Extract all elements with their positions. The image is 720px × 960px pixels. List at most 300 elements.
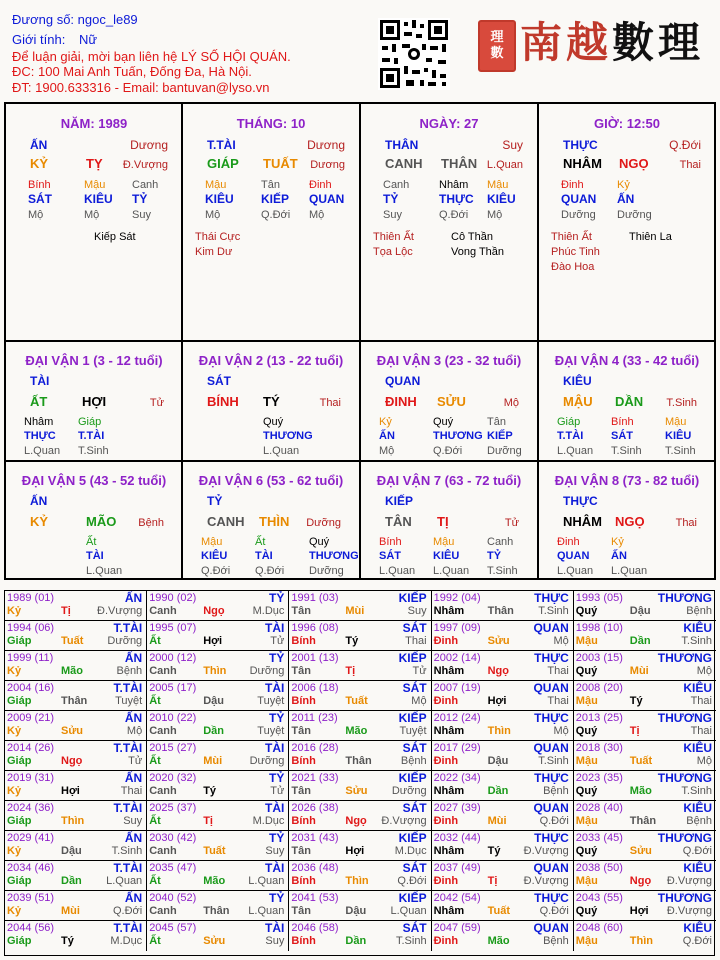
year-branch: Mão bbox=[629, 785, 652, 797]
year-branch: Dậu bbox=[487, 755, 509, 767]
year-phase: Đ.Vượng bbox=[523, 875, 569, 887]
year-branch: Dần bbox=[61, 875, 82, 887]
year-stem: Tân bbox=[291, 905, 311, 917]
year-label: 2008 (20) bbox=[575, 682, 623, 694]
year-god: TỶ bbox=[269, 651, 285, 665]
year-label: 1998 (10) bbox=[575, 622, 623, 634]
year-label: 1992 (04) bbox=[433, 592, 481, 604]
year-god: TÀI bbox=[265, 681, 285, 695]
year-cell bbox=[147, 921, 289, 951]
year-god: THƯƠNG bbox=[657, 891, 712, 905]
dai-van-phase: Bệnh bbox=[138, 517, 164, 529]
dv-hidden-stem: Mậu bbox=[433, 536, 455, 548]
year-branch: Sửu bbox=[345, 785, 368, 797]
year-cell bbox=[289, 831, 431, 861]
year-branch: Sửu bbox=[203, 935, 226, 947]
year-god: KIẾP bbox=[398, 771, 427, 785]
dai-van-title: ĐẠI VẬN 4 (33 - 42 tuổi) bbox=[554, 353, 700, 368]
year-branch: Thân bbox=[487, 605, 514, 617]
year-cell bbox=[289, 741, 431, 771]
year-god: THỰC bbox=[534, 711, 569, 725]
dv-hidden-phase: Dưỡng bbox=[309, 565, 344, 577]
year-branch: Mùi bbox=[61, 905, 80, 917]
dv-hidden-phase: Dưỡng bbox=[487, 445, 522, 457]
dv-hidden-phase: L.Quan bbox=[557, 565, 594, 577]
year-label: 2029 (41) bbox=[7, 832, 55, 844]
year-god: QUAN bbox=[533, 921, 569, 935]
year-cell bbox=[574, 681, 716, 711]
year-cell bbox=[432, 771, 574, 801]
year-phase: Thai bbox=[405, 635, 427, 647]
year-branch: Tị bbox=[487, 875, 498, 887]
dv-hidden-god: KIẾP bbox=[487, 430, 513, 442]
year-branch: Dậu bbox=[203, 695, 224, 707]
dv-hidden-stem: Canh bbox=[487, 536, 514, 548]
year-phase: Suy bbox=[123, 815, 143, 827]
dai-van-2 bbox=[183, 342, 359, 460]
dv-hidden-god: T.TÀI bbox=[557, 430, 584, 442]
year-god: T.TÀI bbox=[113, 801, 143, 815]
year-phase: Mộ bbox=[411, 695, 427, 707]
year-phase: Tuyệt bbox=[257, 725, 285, 737]
year-god: T.TÀI bbox=[113, 741, 143, 755]
year-branch: Hợi bbox=[345, 845, 365, 857]
year-cell bbox=[5, 831, 147, 861]
year-stem: Tân bbox=[291, 665, 311, 677]
year-cell bbox=[574, 651, 716, 681]
dv-hidden-god: TÀI bbox=[86, 550, 104, 562]
dv-hidden-god: TỶ bbox=[487, 550, 502, 562]
year-stem: Giáp bbox=[7, 875, 32, 887]
year-stem: Ất bbox=[149, 875, 161, 887]
year-label: 2022 (34) bbox=[433, 772, 481, 784]
dai-van-4 bbox=[539, 342, 715, 460]
year-phase: Đ.Vượng bbox=[666, 905, 712, 917]
year-stem: Đinh bbox=[433, 755, 459, 767]
year-cell bbox=[432, 921, 574, 951]
year-branch: Tý bbox=[629, 695, 643, 707]
dv-hidden-phase: T.Sinh bbox=[665, 445, 696, 457]
year-stem: Kỷ bbox=[7, 905, 22, 917]
year-god: KIẾP bbox=[398, 651, 427, 665]
hidden-god: QUAN bbox=[561, 192, 597, 206]
dv-hidden-god: ẤN bbox=[611, 550, 627, 562]
year-stem: Kỷ bbox=[7, 725, 22, 737]
qr-code bbox=[378, 18, 450, 90]
year-cell bbox=[5, 891, 147, 921]
dv-hidden-stem: Mậu bbox=[665, 416, 687, 428]
hidden-stem: Canh bbox=[383, 179, 410, 191]
dv-hidden-stem: Ất bbox=[255, 536, 266, 548]
year-god: SÁT bbox=[402, 861, 427, 875]
year-stem: Nhâm bbox=[433, 905, 465, 917]
year-label: 2012 (24) bbox=[433, 712, 481, 724]
year-god: KIÊU bbox=[683, 921, 712, 935]
year-god: THỰC bbox=[534, 831, 569, 845]
dai-van-stem: NHÂM bbox=[563, 514, 602, 529]
year-phase: Q.Đới bbox=[539, 905, 569, 917]
year-stem: Bính bbox=[291, 695, 316, 707]
year-branch: Tuất bbox=[487, 905, 510, 917]
year-branch: Thìn bbox=[61, 815, 85, 827]
hidden-phase: Mộ bbox=[487, 209, 503, 221]
dv-hidden-phase: L.Quan bbox=[379, 565, 416, 577]
year-branch: Ngọ bbox=[61, 755, 83, 767]
year-cell bbox=[432, 651, 574, 681]
hidden-phase: Mộ bbox=[205, 209, 221, 221]
year-label: 2011 (23) bbox=[291, 712, 338, 724]
year-label: 2017 (29) bbox=[433, 742, 481, 754]
year-stem: Tân bbox=[291, 785, 311, 797]
year-label: 2009 (21) bbox=[7, 712, 55, 724]
year-god: THỰC bbox=[534, 891, 569, 905]
hidden-phase: Dưỡng bbox=[561, 209, 596, 221]
year-cell bbox=[432, 591, 574, 621]
pillar-branch-phase: L.Quan bbox=[486, 159, 523, 171]
year-phase: Tử bbox=[128, 755, 143, 767]
dv-hidden-stem: Quý bbox=[263, 416, 284, 428]
year-god: THỰC bbox=[534, 651, 569, 665]
year-label: 2020 (32) bbox=[149, 772, 197, 784]
year-label: 1995 (07) bbox=[149, 622, 197, 634]
year-label: 1997 (09) bbox=[433, 622, 481, 634]
year-stem: Tân bbox=[291, 605, 311, 617]
hidden-stem: Mậu bbox=[487, 179, 509, 191]
year-stem: Canh bbox=[149, 725, 177, 737]
pillar-stem-god: ẤN bbox=[30, 138, 48, 152]
year-label: 2015 (27) bbox=[149, 742, 197, 754]
year-god: KIÊU bbox=[683, 741, 712, 755]
year-label: 2032 (44) bbox=[433, 832, 481, 844]
dai-van-god: SÁT bbox=[207, 374, 231, 388]
year-label: 2038 (50) bbox=[575, 862, 623, 874]
year-stem: Kỷ bbox=[7, 605, 22, 617]
hidden-phase: Mộ bbox=[309, 209, 325, 221]
year-phase: Bệnh bbox=[116, 665, 143, 677]
dai-van-title: ĐẠI VẬN 3 (23 - 32 tuổi) bbox=[376, 353, 522, 368]
year-god: THỰC bbox=[534, 591, 569, 605]
year-god: KIÊU bbox=[683, 801, 712, 815]
star-left: Thiên Ất bbox=[373, 231, 414, 243]
owner-line: Đương số: ngoc_le89 bbox=[12, 12, 138, 27]
year-stem: Canh bbox=[149, 785, 177, 797]
dv-hidden-phase: Q.Đới bbox=[433, 445, 463, 457]
annual-luck-grid bbox=[4, 590, 715, 956]
dv-hidden-stem: Bính bbox=[611, 416, 634, 428]
year-phase: T.Sinh bbox=[396, 935, 427, 947]
year-god: ẤN bbox=[124, 771, 143, 785]
year-stem: Mậu bbox=[575, 875, 598, 887]
year-cell bbox=[574, 861, 716, 891]
star-left: Thái Cực bbox=[195, 231, 241, 243]
year-branch: Dần bbox=[487, 785, 509, 797]
year-cell bbox=[147, 681, 289, 711]
year-label: 2024 (36) bbox=[7, 802, 55, 814]
dai-van-stem: MẬU bbox=[563, 394, 593, 409]
dv-hidden-god: THƯƠNG bbox=[263, 430, 313, 442]
year-phase: T.Sinh bbox=[538, 605, 569, 617]
year-phase: Bệnh bbox=[543, 785, 569, 797]
dv-hidden-god: T.TÀI bbox=[78, 430, 105, 442]
year-stem: Nhâm bbox=[433, 725, 465, 737]
year-label: 2010 (22) bbox=[149, 712, 197, 724]
year-phase: Q.Đới bbox=[112, 905, 143, 917]
year-label: 2034 (46) bbox=[7, 862, 55, 874]
year-stem: Ất bbox=[149, 695, 161, 707]
dai-van-1 bbox=[6, 342, 182, 460]
year-phase: M.Dục bbox=[252, 605, 285, 617]
dv-hidden-phase: Q.Đới bbox=[201, 565, 231, 577]
year-god: TÀI bbox=[265, 621, 285, 635]
year-god: T.TÀI bbox=[113, 861, 143, 875]
pillar-title: NĂM: 1989 bbox=[60, 116, 128, 131]
year-cell bbox=[5, 921, 147, 951]
dai-van-stem: CANH bbox=[207, 514, 245, 529]
year-phase: Tuyệt bbox=[257, 695, 285, 707]
year-stem: Canh bbox=[149, 905, 177, 917]
year-branch: Thân bbox=[629, 815, 657, 827]
pillar-3 bbox=[539, 104, 715, 340]
dai-van-phase: Tử bbox=[149, 397, 164, 409]
year-stem: Mậu bbox=[575, 755, 598, 767]
hidden-stem: Mậu bbox=[84, 179, 106, 191]
year-phase: M.Dục bbox=[252, 815, 285, 827]
star-right: Kiếp Sát bbox=[94, 231, 136, 243]
year-god: KIÊU bbox=[683, 861, 712, 875]
year-label: 2000 (12) bbox=[149, 652, 197, 664]
year-phase: Đ.Vượng bbox=[523, 845, 569, 857]
hidden-stem: Bính bbox=[28, 179, 51, 191]
dv-hidden-stem: Quý bbox=[433, 416, 454, 428]
pillar-stem-god: THÂN bbox=[385, 138, 419, 152]
year-branch: Thân bbox=[61, 695, 88, 707]
year-stem: Quý bbox=[575, 785, 598, 797]
address-line: ĐC: 100 Mai Anh Tuấn, Đống Đa, Hà Nội. bbox=[12, 64, 252, 79]
brand-title: 南越數理 bbox=[519, 18, 704, 67]
year-label: 2046 (58) bbox=[291, 922, 339, 934]
year-phase: Dưỡng bbox=[249, 755, 285, 767]
year-label: 2028 (40) bbox=[575, 802, 623, 814]
dai-van-branch: THÌN bbox=[259, 514, 290, 529]
hidden-stem: Đinh bbox=[309, 179, 332, 191]
year-cell bbox=[574, 831, 716, 861]
dv-hidden-phase: T.Sinh bbox=[78, 445, 109, 457]
hidden-god: ẤN bbox=[617, 192, 635, 206]
dai-van-god: TỶ bbox=[207, 494, 223, 508]
star-right: Thiên La bbox=[629, 231, 672, 243]
year-stem: Canh bbox=[149, 665, 177, 677]
year-phase: Thai bbox=[547, 665, 569, 677]
year-label: 2025 (37) bbox=[149, 802, 197, 814]
year-phase: Q.Đới bbox=[682, 935, 712, 947]
year-label: 1989 (01) bbox=[7, 592, 55, 604]
year-phase: Tử bbox=[412, 665, 427, 677]
dv-hidden-god: ẤN bbox=[379, 430, 395, 442]
year-stem: Mậu bbox=[575, 935, 598, 947]
dv-hidden-stem: Quý bbox=[309, 536, 330, 548]
dv-hidden-phase: L.Quan bbox=[611, 565, 648, 577]
year-phase: Tử bbox=[270, 635, 285, 647]
pillar-tr-phase: Q.Đới bbox=[669, 138, 701, 152]
hidden-god: KIÊU bbox=[84, 192, 113, 206]
dv-hidden-phase: Q.Đới bbox=[255, 565, 285, 577]
pillar-title: THÁNG: 10 bbox=[236, 116, 306, 131]
dai-van-stem: ĐINH bbox=[385, 394, 417, 409]
year-branch: Mùi bbox=[487, 815, 507, 827]
pillar-tr-phase: Dương bbox=[307, 138, 345, 152]
dai-van-phase: Tử bbox=[504, 517, 519, 529]
year-cell bbox=[432, 621, 574, 651]
year-branch: Hợi bbox=[629, 905, 649, 917]
year-cell bbox=[5, 621, 147, 651]
hidden-phase: Q.Đới bbox=[439, 209, 469, 221]
year-cell bbox=[5, 741, 147, 771]
year-phase: Suy bbox=[265, 935, 285, 947]
year-cell bbox=[574, 801, 716, 831]
dv-hidden-phase: L.Quan bbox=[263, 445, 300, 457]
hidden-phase: Mộ bbox=[84, 209, 100, 221]
year-god: KIẾP bbox=[398, 831, 427, 845]
year-god: ẤN bbox=[124, 711, 143, 725]
year-god: KIẾP bbox=[398, 591, 427, 605]
year-phase: Bệnh bbox=[686, 815, 712, 827]
year-label: 1999 (11) bbox=[7, 652, 54, 664]
year-branch: Hợi bbox=[61, 785, 80, 797]
year-phase: Đ.Vượng bbox=[97, 605, 143, 617]
year-label: 2018 (30) bbox=[575, 742, 623, 754]
year-phase: T.Sinh bbox=[681, 785, 712, 797]
year-stem: Nhâm bbox=[433, 605, 465, 617]
year-stem: Bính bbox=[291, 815, 316, 827]
pillar-stem-god: THỰC bbox=[563, 138, 598, 152]
year-phase: Mộ bbox=[553, 725, 569, 737]
hidden-stem: Tân bbox=[261, 179, 280, 191]
dv-hidden-god: THỰC bbox=[24, 430, 56, 442]
year-label: 1990 (02) bbox=[149, 592, 197, 604]
pillar-title: NGÀY: 27 bbox=[419, 116, 479, 131]
year-cell bbox=[574, 891, 716, 921]
year-cell bbox=[574, 711, 716, 741]
year-branch: Tý bbox=[203, 785, 217, 797]
year-branch: Ngọ bbox=[629, 875, 652, 887]
year-branch: Thìn bbox=[345, 875, 369, 887]
dv-hidden-stem: Kỷ bbox=[379, 416, 392, 428]
year-label: 2036 (48) bbox=[291, 862, 339, 874]
dv-hidden-god: THƯƠNG bbox=[433, 430, 483, 442]
year-god: QUAN bbox=[533, 681, 569, 695]
year-branch: Tuất bbox=[61, 635, 84, 647]
year-branch: Mùi bbox=[345, 605, 365, 617]
year-cell bbox=[432, 711, 574, 741]
dai-van-stem: ẤT bbox=[30, 394, 48, 409]
year-stem: Đinh bbox=[433, 815, 459, 827]
year-label: 2042 (54) bbox=[433, 892, 481, 904]
year-cell bbox=[289, 681, 431, 711]
year-cell bbox=[574, 741, 716, 771]
year-phase: Đ.Vượng bbox=[381, 815, 427, 827]
year-stem: Quý bbox=[575, 665, 598, 677]
year-god: THƯƠNG bbox=[657, 711, 712, 725]
pillar-stem-god: T.TÀI bbox=[207, 138, 236, 152]
year-phase: Bệnh bbox=[543, 935, 569, 947]
year-god: ẤN bbox=[124, 591, 143, 605]
year-label: 2023 (35) bbox=[575, 772, 623, 784]
year-branch: Tị bbox=[629, 725, 640, 737]
dai-van-stem: BÍNH bbox=[207, 394, 239, 409]
year-cell bbox=[5, 591, 147, 621]
year-phase: Mộ bbox=[553, 635, 569, 647]
year-god: THỰC bbox=[534, 771, 569, 785]
hidden-stem: Kỷ bbox=[617, 179, 630, 191]
year-phase: T.Sinh bbox=[681, 635, 712, 647]
hidden-god: TỶ bbox=[383, 192, 399, 206]
year-stem: Mậu bbox=[575, 815, 598, 827]
year-god: KIẾP bbox=[398, 711, 427, 725]
year-stem: Ất bbox=[149, 815, 161, 827]
hidden-phase: Q.Đới bbox=[261, 209, 291, 221]
year-stem: Quý bbox=[575, 845, 598, 857]
dai-van-stem: KỶ bbox=[30, 514, 49, 529]
year-phase: Q.Đới bbox=[682, 845, 712, 857]
year-cell bbox=[147, 891, 289, 921]
year-cell bbox=[289, 891, 431, 921]
year-branch: Tị bbox=[61, 605, 71, 617]
year-branch: Thìn bbox=[203, 665, 227, 677]
year-branch: Sửu bbox=[487, 635, 510, 647]
year-cell bbox=[147, 591, 289, 621]
year-phase: L.Quan bbox=[106, 875, 143, 887]
year-cell bbox=[289, 801, 431, 831]
year-phase: Suy bbox=[265, 845, 285, 857]
dv-hidden-phase: T.Sinh bbox=[487, 565, 518, 577]
year-branch: Sửu bbox=[629, 845, 652, 857]
year-branch: Dậu bbox=[345, 905, 367, 917]
year-label: 2040 (52) bbox=[149, 892, 197, 904]
year-cell bbox=[5, 651, 147, 681]
dv-hidden-god: KIÊU bbox=[433, 550, 460, 562]
dv-hidden-god: THƯƠNG bbox=[309, 550, 359, 562]
year-stem: Tân bbox=[291, 845, 311, 857]
year-god: T.TÀI bbox=[113, 621, 143, 635]
star-left: Thiên Ất bbox=[551, 231, 592, 243]
year-phase: Thai bbox=[690, 695, 712, 707]
year-god: TÀI bbox=[265, 861, 285, 875]
year-phase: Mộ bbox=[126, 725, 143, 737]
header bbox=[0, 0, 720, 100]
year-label: 2031 (43) bbox=[291, 832, 339, 844]
year-branch: Hợi bbox=[203, 635, 223, 647]
year-label: 2016 (28) bbox=[291, 742, 339, 754]
star-right: Cô Thần bbox=[451, 231, 493, 243]
year-cell bbox=[432, 741, 574, 771]
pillar-stem: CANH bbox=[385, 156, 423, 171]
year-cell bbox=[289, 771, 431, 801]
year-cell bbox=[5, 681, 147, 711]
gender-line: Giới tính: Nữ bbox=[12, 32, 98, 47]
year-stem: Tân bbox=[291, 725, 311, 737]
year-phase: Dưỡng bbox=[391, 785, 427, 797]
dai-van-stem: TÂN bbox=[385, 514, 412, 529]
year-god: TÀI bbox=[265, 921, 285, 935]
year-branch: Dần bbox=[203, 725, 224, 737]
year-phase: Bệnh bbox=[686, 605, 712, 617]
year-god: ẤN bbox=[124, 891, 143, 905]
year-label: 1991 (03) bbox=[291, 592, 339, 604]
hidden-stem: Mậu bbox=[205, 179, 227, 191]
year-stem: Bính bbox=[291, 935, 316, 947]
dai-van-branch: DẦN bbox=[615, 394, 644, 409]
year-cell bbox=[5, 711, 147, 741]
